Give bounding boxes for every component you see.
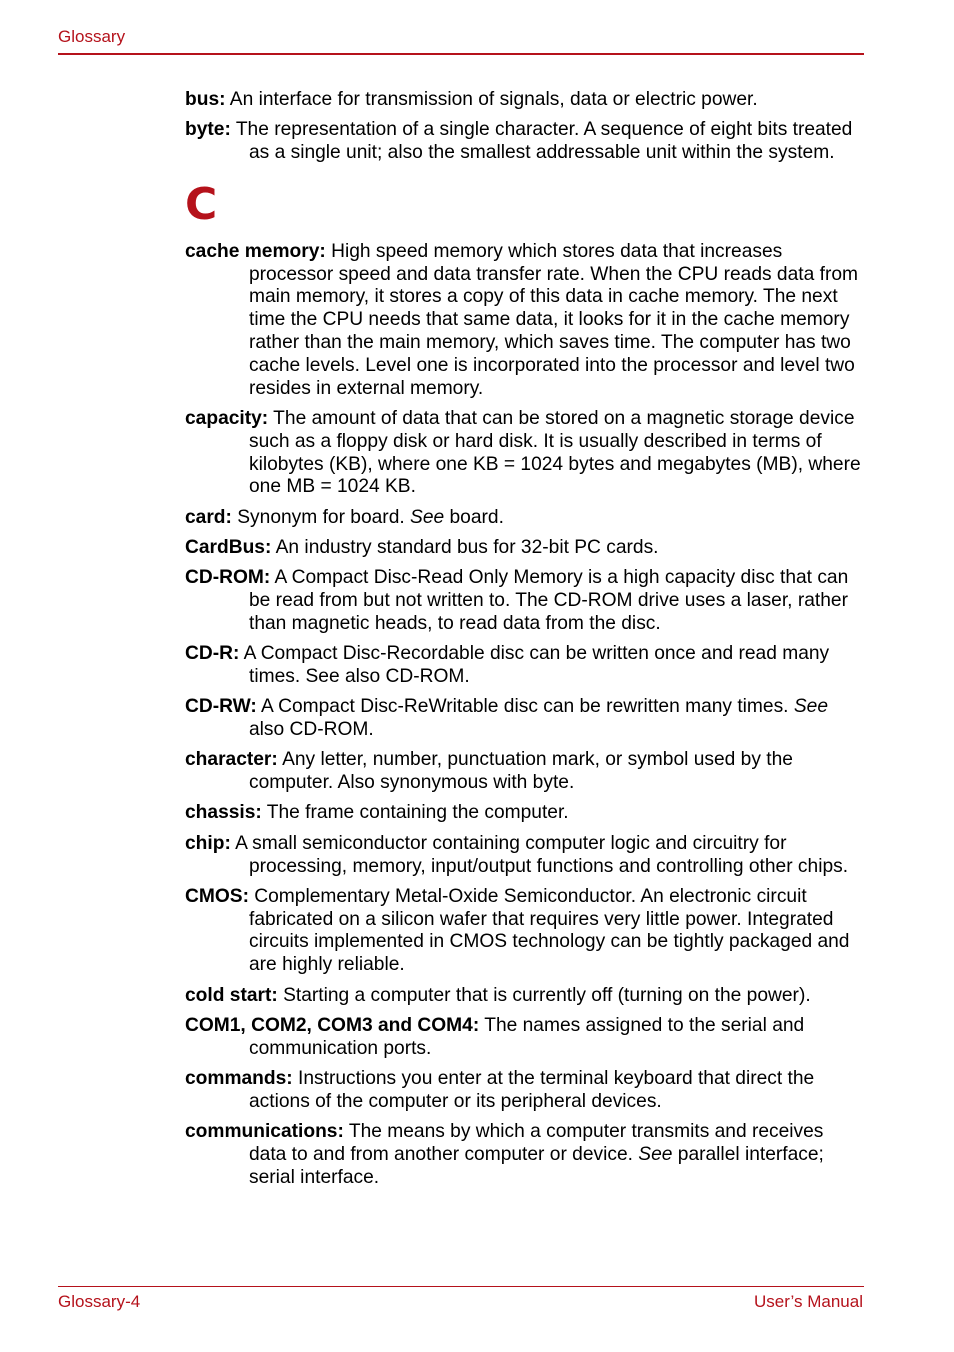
entry-definition: A Compact Disc-ReWritable disc can be rewritten many times.	[256, 696, 794, 718]
entry-term: commands:	[185, 1067, 293, 1089]
glossary-entry	[185, 408, 865, 499]
section-letter: C	[185, 178, 218, 230]
entry-definition: An industry standard bus for 32-bit PC cards.	[271, 536, 659, 558]
glossary-content	[185, 89, 865, 1197]
glossary-entry	[185, 89, 865, 112]
glossary-entry	[185, 567, 865, 635]
entry-term: cache memory:	[185, 240, 326, 262]
see-reference: See	[638, 1143, 673, 1165]
running-header: Glossary	[58, 27, 126, 46]
entry-term: byte:	[185, 119, 231, 141]
glossary-entry	[185, 1068, 865, 1114]
glossary-entry	[185, 802, 865, 825]
glossary-entry	[185, 749, 865, 795]
entry-definition: High speed memory which stores data that increases processor speed and data transfer rate. When the CPU reads data from main memory, it stores a copy of this data in cache memory. The next time the CPU needs that same data, it looks for it in the cache memory rather than the main memory, which saves time. The computer has two cache levels. Level one is incorporated into the processor and level two resides in external memory.	[249, 240, 858, 399]
entry-definition: The amount of data that can be stored on a magnetic storage device such as a floppy disk or hard disk. It is usually described in terms of kilobytes (KB), where one KB = 1024 bytes and megabytes (MB), where one MB = 1024 KB.	[249, 407, 861, 498]
glossary-entry	[185, 1121, 865, 1189]
entry-term: capacity:	[185, 407, 269, 429]
entry-term: communications:	[185, 1120, 344, 1142]
entry-definition: Any letter, number, punctuation mark, or symbol used by the computer. Also synonymous with byte.	[249, 749, 793, 794]
entry-definition: A small semiconductor containing computer logic and circuitry for processing, memory, input/output functions and controlling other chips.	[230, 832, 849, 877]
entry-term: chip:	[185, 832, 231, 854]
glossary-entry	[185, 886, 865, 977]
entry-definition: An interface for transmission of signals, data or electric power.	[225, 89, 758, 110]
glossary-entry	[185, 833, 865, 879]
glossary-entry	[185, 537, 865, 560]
entry-definition: The names assigned to the serial and communication ports.	[249, 1014, 805, 1059]
entry-term: character:	[185, 749, 278, 771]
footer-rule	[58, 1286, 864, 1287]
entry-definition: The representation of a single character. A sequence of eight bits treated as a single unit; also the smallest addressable unit within the system.	[230, 119, 853, 164]
entry-definition: A Compact Disc-Read Only Memory is a high capacity disc that can be read from but not written to. The CD-ROM drive uses a laser, rather than magnetic heads, to read data from the disc.	[249, 567, 849, 634]
entry-term: CD-RW:	[185, 696, 257, 718]
glossary-entry	[185, 241, 865, 401]
entry-term: CD-R:	[185, 643, 240, 665]
manual-title: User’s Manual	[754, 1292, 863, 1311]
entry-term: CardBus:	[185, 536, 272, 558]
entry-term: bus:	[185, 89, 226, 110]
entry-definition: A Compact Disc-Recordable disc can be written once and read many times. See also CD-ROM.	[239, 643, 830, 687]
entry-term: chassis:	[185, 802, 262, 824]
entry-definition: Instructions you enter at the terminal keyboard that direct the actions of the computer or its peripheral devices.	[249, 1067, 815, 1112]
glossary-entry	[185, 643, 865, 689]
entry-definition: Synonym for board.	[231, 506, 411, 528]
entry-term: CD-ROM:	[185, 567, 271, 589]
page-number: Glossary-4	[58, 1292, 141, 1311]
entry-term: cold start:	[185, 984, 278, 1006]
glossary-entry	[185, 985, 865, 1008]
glossary-entry	[185, 507, 865, 530]
entry-definition-cont: also CD-ROM.	[249, 719, 374, 741]
header-rule	[58, 53, 864, 55]
glossary-entry	[185, 696, 865, 742]
see-reference: See	[410, 506, 445, 528]
glossary-entry	[185, 1015, 865, 1061]
entry-definition: Starting a computer that is currently off (turning on the power).	[277, 984, 811, 1006]
entry-term: card:	[185, 506, 232, 528]
entry-definition-cont: board.	[444, 506, 504, 528]
entry-term: CMOS:	[185, 885, 249, 907]
entry-definition: The frame containing the computer.	[261, 802, 569, 824]
entry-definition: Complementary Metal-Oxide Semiconductor. An electronic circuit fabricated on a silicon wafer that requires very little power. Integrated circuits implemented in CMOS technology can be tightly packaged and are highly reliable.	[248, 885, 850, 976]
entry-definition-cont: parallel interface; serial interface.	[249, 1143, 824, 1188]
entry-term: COM1, COM2, COM3 and COM4:	[185, 1014, 480, 1036]
see-reference: See	[793, 696, 828, 718]
entry-definition: The means by which a computer transmits and receives data to and from another computer or device.	[249, 1120, 824, 1165]
glossary-entry	[185, 119, 865, 165]
